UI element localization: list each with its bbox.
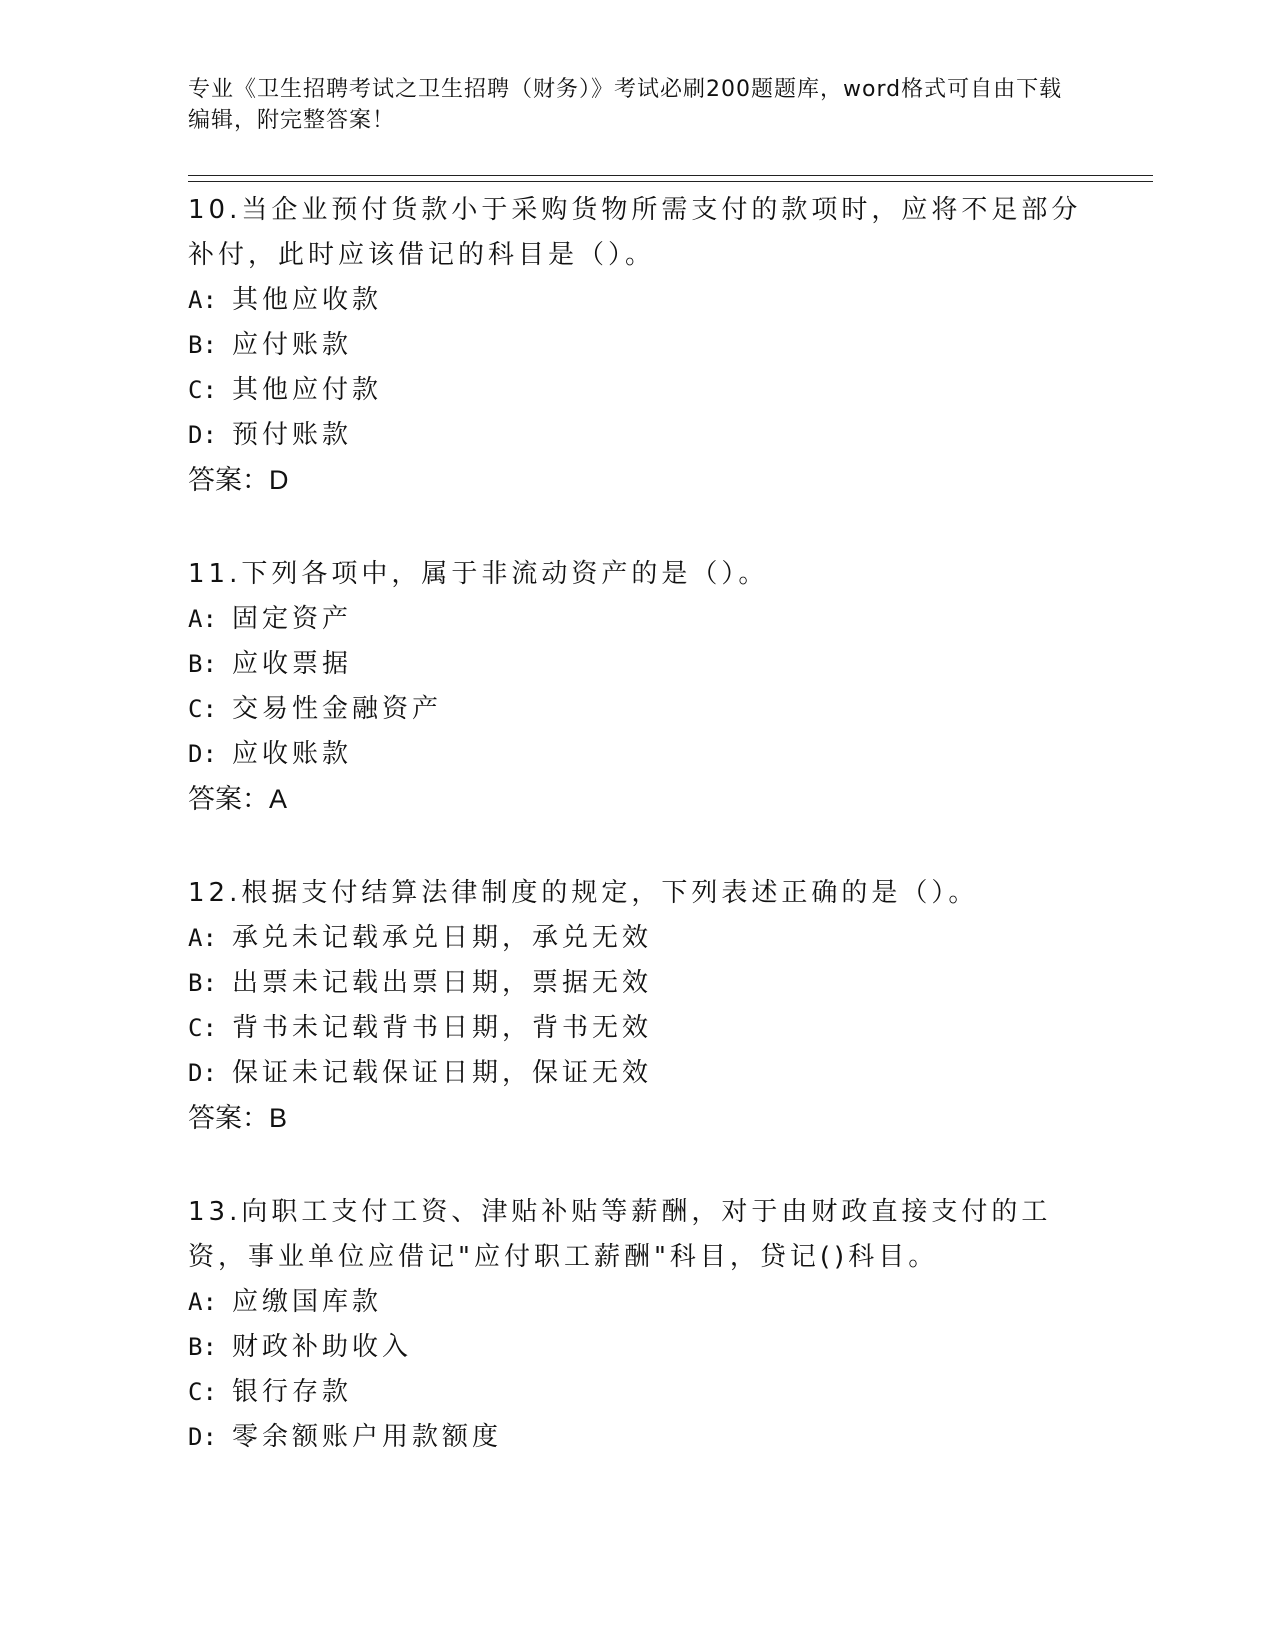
option-key: D:: [188, 1059, 217, 1087]
option-key: B:: [188, 1333, 217, 1361]
option-d: [188, 1051, 1088, 1096]
header-rule-top: [188, 175, 1153, 176]
option-a: [188, 1280, 1088, 1325]
question-block: [188, 552, 1088, 822]
option-b: [188, 323, 1088, 368]
question-list: [188, 188, 1088, 1460]
option-text: 财政补助收入: [232, 1332, 413, 1362]
option-a: [188, 597, 1088, 642]
option-text: 背书未记载背书日期，背书无效: [232, 1013, 653, 1043]
answer-value: B: [269, 1103, 288, 1133]
document-header: 专业《卫生招聘考试之卫生招聘（财务）》考试必刷200题题库，word格式可自由下载编辑，附完整答案！: [188, 77, 1063, 133]
option-key: C:: [188, 376, 217, 404]
option-b: [188, 1325, 1088, 1370]
question-text: 13.向职工支付工资、津贴补贴等薪酬，对于由财政直接支付的工资，事业单位应借记"应付职工薪酬"科目，贷记()科目。: [188, 1197, 1052, 1272]
option-text: 其他应收款: [232, 285, 383, 315]
option-key: D:: [188, 740, 217, 768]
option-text: 应收票据: [232, 649, 353, 679]
option-d: [188, 1415, 1088, 1460]
option-text: 固定资产: [232, 604, 353, 634]
option-b: [188, 961, 1088, 1006]
answer-line: [188, 1096, 1088, 1141]
question-block: [188, 1190, 1088, 1460]
option-key: C:: [188, 695, 217, 723]
question-text: 11.下列各项中，属于非流动资产的是（）。: [188, 559, 769, 589]
answer-label: 答案：: [188, 1103, 269, 1133]
option-key: B:: [188, 969, 217, 997]
option-b: [188, 642, 1088, 687]
question-text: 12.根据支付结算法律制度的规定，下列表述正确的是（）。: [188, 878, 979, 908]
header-rule-bottom: [188, 181, 1153, 182]
answer-label: 答案：: [188, 784, 269, 814]
option-a: [188, 916, 1088, 961]
question-text: 10.当企业预付货款小于采购货物所需支付的款项时，应将不足部分补付，此时应该借记的科目是（）。: [188, 195, 1082, 270]
option-key: B:: [188, 650, 217, 678]
option-d: [188, 413, 1088, 458]
option-c: [188, 1370, 1088, 1415]
option-key: A:: [188, 924, 217, 952]
option-text: 银行存款: [232, 1377, 353, 1407]
answer-label: 答案：: [188, 465, 269, 495]
option-text: 零余额账户用款额度: [232, 1422, 503, 1452]
answer-line: [188, 458, 1088, 503]
option-key: A:: [188, 1288, 217, 1316]
option-key: C:: [188, 1378, 217, 1406]
question-block: [188, 871, 1088, 1141]
answer-value: A: [269, 784, 288, 814]
option-text: 保证未记载保证日期，保证无效: [232, 1058, 653, 1088]
option-text: 预付账款: [232, 420, 353, 450]
option-key: D:: [188, 421, 217, 449]
option-d: [188, 732, 1088, 777]
option-text: 交易性金融资产: [232, 694, 443, 724]
answer-value: D: [269, 465, 289, 495]
option-key: A:: [188, 286, 217, 314]
option-c: [188, 1006, 1088, 1051]
option-a: [188, 278, 1088, 323]
option-text: 应缴国库款: [232, 1287, 383, 1317]
option-text: 出票未记载出票日期，票据无效: [232, 968, 653, 998]
answer-line: [188, 777, 1088, 822]
option-c: [188, 368, 1088, 413]
option-key: C:: [188, 1014, 217, 1042]
option-key: A:: [188, 605, 217, 633]
option-text: 承兑未记载承兑日期，承兑无效: [232, 923, 653, 953]
option-c: [188, 687, 1088, 732]
option-text: 应付账款: [232, 330, 353, 360]
option-key: D:: [188, 1423, 217, 1451]
option-text: 其他应付款: [232, 375, 383, 405]
question-block: [188, 188, 1088, 503]
option-key: B:: [188, 331, 217, 359]
option-text: 应收账款: [232, 739, 353, 769]
